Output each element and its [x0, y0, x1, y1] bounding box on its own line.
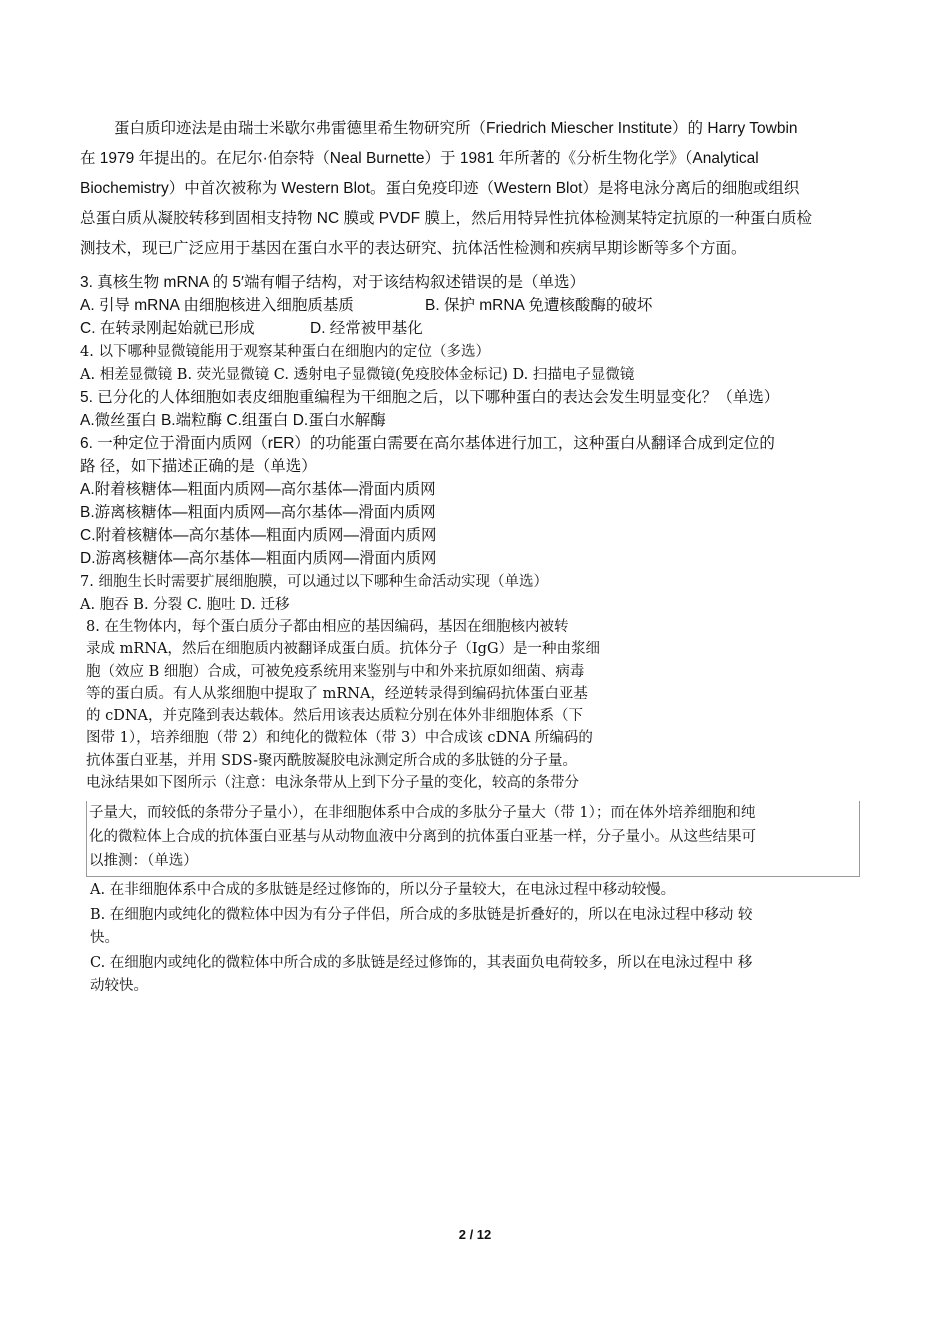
q6-option-b: B.游离核糖体—粗面内质网—高尔基体—滑面内质网 — [80, 504, 436, 521]
q8-line-6: 图带 1），培养细胞（带 2）和纯化的微粒体（带 3）中合成该 cDNA 所编码的 — [86, 730, 593, 747]
q6-option-a: A.附着核糖体—粗面内质网—高尔基体—滑面内质网 — [80, 481, 436, 498]
q8-boxed-line-1: 子量大，而较低的条带分子量小），在非细胞体系中合成的多肽分子量大（带 1）；而在体外培养细胞和纯 — [89, 805, 756, 821]
q3-option-b: B. 保护 mRNA 免遭核酸酶的破坏 — [425, 297, 653, 314]
q8-line-5: 的 cDNA，并克隆到表达载体。然后用该表达质粒分别在体外非细胞体系（下 — [86, 708, 584, 725]
q8-option-b-line-1: B. 在细胞内或纯化的微粒体中因为有分子伴侣，所合成的多肽链是折叠好的，所以在电泳过程中移动 较 — [90, 907, 753, 923]
intro-line-1: 蛋白质印迹法是由瑞士米歇尔弗雷德里希生物研究所（Friedrich Miescher Institute）的 Harry Towbin — [114, 120, 798, 137]
page-number: 2 / 12 — [458, 1227, 492, 1242]
q4-options: A. 相差显微镜 B. 荧光显微镜 C. 透射电子显微镜(免疫胶体金标记) D. 扫描电子显微镜 — [80, 367, 635, 383]
q8-boxed-line-3: 以推测：（单选） — [89, 853, 198, 869]
q6-stem-line-2: 路 径，如下描述正确的是（单选） — [80, 458, 317, 475]
q8-option-c-line-2: 动较快。 — [90, 978, 148, 994]
q8-line-2: 录成 mRNA，然后在细胞质内被翻译成蛋白质。抗体分子（IgG）是一种由浆细 — [86, 641, 601, 658]
q7-stem: 7. 细胞生长时需要扩展细胞膜，可以通过以下哪种生命活动实现（单选） — [80, 574, 548, 590]
q8-option-a: A. 在非细胞体系中合成的多肽链是经过修饰的，所以分子量较大，在电泳过程中移动较慢。 — [90, 882, 676, 898]
q8-line-7: 抗体蛋白亚基，并用 SDS-聚丙酰胺凝胶电泳测定所合成的多肽链的分子量。 — [86, 752, 578, 769]
q4-stem: 4. 以下哪种显微镜能用于观察某种蛋白在细胞内的定位（多选） — [80, 344, 490, 360]
intro-line-3: Biochemistry）中首次被称为 Western Blot。蛋白免疫印迹（Western Blot）是将电泳分离后的细胞或组织 — [80, 180, 800, 197]
q6-stem-line-1: 6. 一种定位于滑面内质网（rER）的功能蛋白需要在高尔基体进行加工，这种蛋白从翻译合成到定位的 — [80, 435, 775, 452]
q8-boxed-text — [86, 801, 860, 877]
intro-line-4: 总蛋白质从凝胶转移到固相支持物 NC 膜或 PVDF 膜上，然后用特异性抗体检测某特定抗原的一种蛋白质检 — [80, 210, 812, 227]
intro-paragraph — [80, 114, 870, 264]
intro-line-2: 在 1979 年提出的。在尼尔·伯奈特（Neal Burnette）于 1981 年所著的《分析生物化学》（Analytical — [80, 150, 759, 167]
q8-line-4: 等的蛋白质。有人从浆细胞中提取了 mRNA，经逆转录得到编码抗体蛋白亚基 — [86, 685, 588, 702]
q8-line-8: 电泳结果如下图所示（注意：电泳条带从上到下分子量的变化，较高的条带分 — [86, 775, 579, 792]
q6-option-c: C.附着核糖体—高尔基体—粗面内质网—滑面内质网 — [80, 527, 437, 544]
q7-options: A. 胞吞 B. 分裂 C. 胞吐 D. 迁移 — [80, 597, 290, 613]
q3-option-d: D. 经常被甲基化 — [310, 320, 423, 337]
q8-stem — [86, 616, 662, 794]
q3-option-a: A. 引导 mRNA 由细胞核进入细胞质基质 — [80, 297, 354, 314]
q8-boxed-line-2: 化的微粒体上合成的抗体蛋白亚基与从动物血液中分离到的抗体蛋白亚基一样，分子量小。从这些结果可 — [89, 829, 756, 845]
q8-option-b-line-2: 快。 — [90, 930, 119, 946]
q8-option-c-line-1: C. 在细胞内或纯化的微粒体中所合成的多肽链是经过修饰的，其表面负电荷较多，所以在电泳过程中 移 — [90, 955, 753, 971]
q8-line-3: 胞（效应 B 细胞）合成，可被免疫系统用来鉴别与中和外来抗原如细菌、病毒 — [86, 663, 585, 680]
q5-options: A.微丝蛋白 B.端粒酶 C.组蛋白 D.蛋白水解酶 — [80, 412, 386, 429]
q5-stem: 5. 已分化的人体细胞如表皮细胞重编程为干细胞之后，以下哪种蛋白的表达会发生明显变化？（单选） — [80, 389, 780, 406]
q3-option-c: C. 在转录刚起始就已形成 — [80, 320, 255, 337]
intro-line-5: 测技术，现已广泛应用于基因在蛋白水平的表达研究、抗体活性检测和疾病早期诊断等多个方面。 — [80, 240, 747, 257]
q6-option-d: D.游离核糖体—高尔基体—粗面内质网—滑面内质网 — [80, 550, 437, 567]
q3-stem: 3. 真核生物 mRNA 的 5′端有帽子结构，对于该结构叙述错误的是（单选） — [80, 274, 585, 291]
q8-line-1: 8. 在生物体内，每个蛋白质分子都由相应的基因编码，基因在细胞核内被转 — [86, 619, 569, 635]
